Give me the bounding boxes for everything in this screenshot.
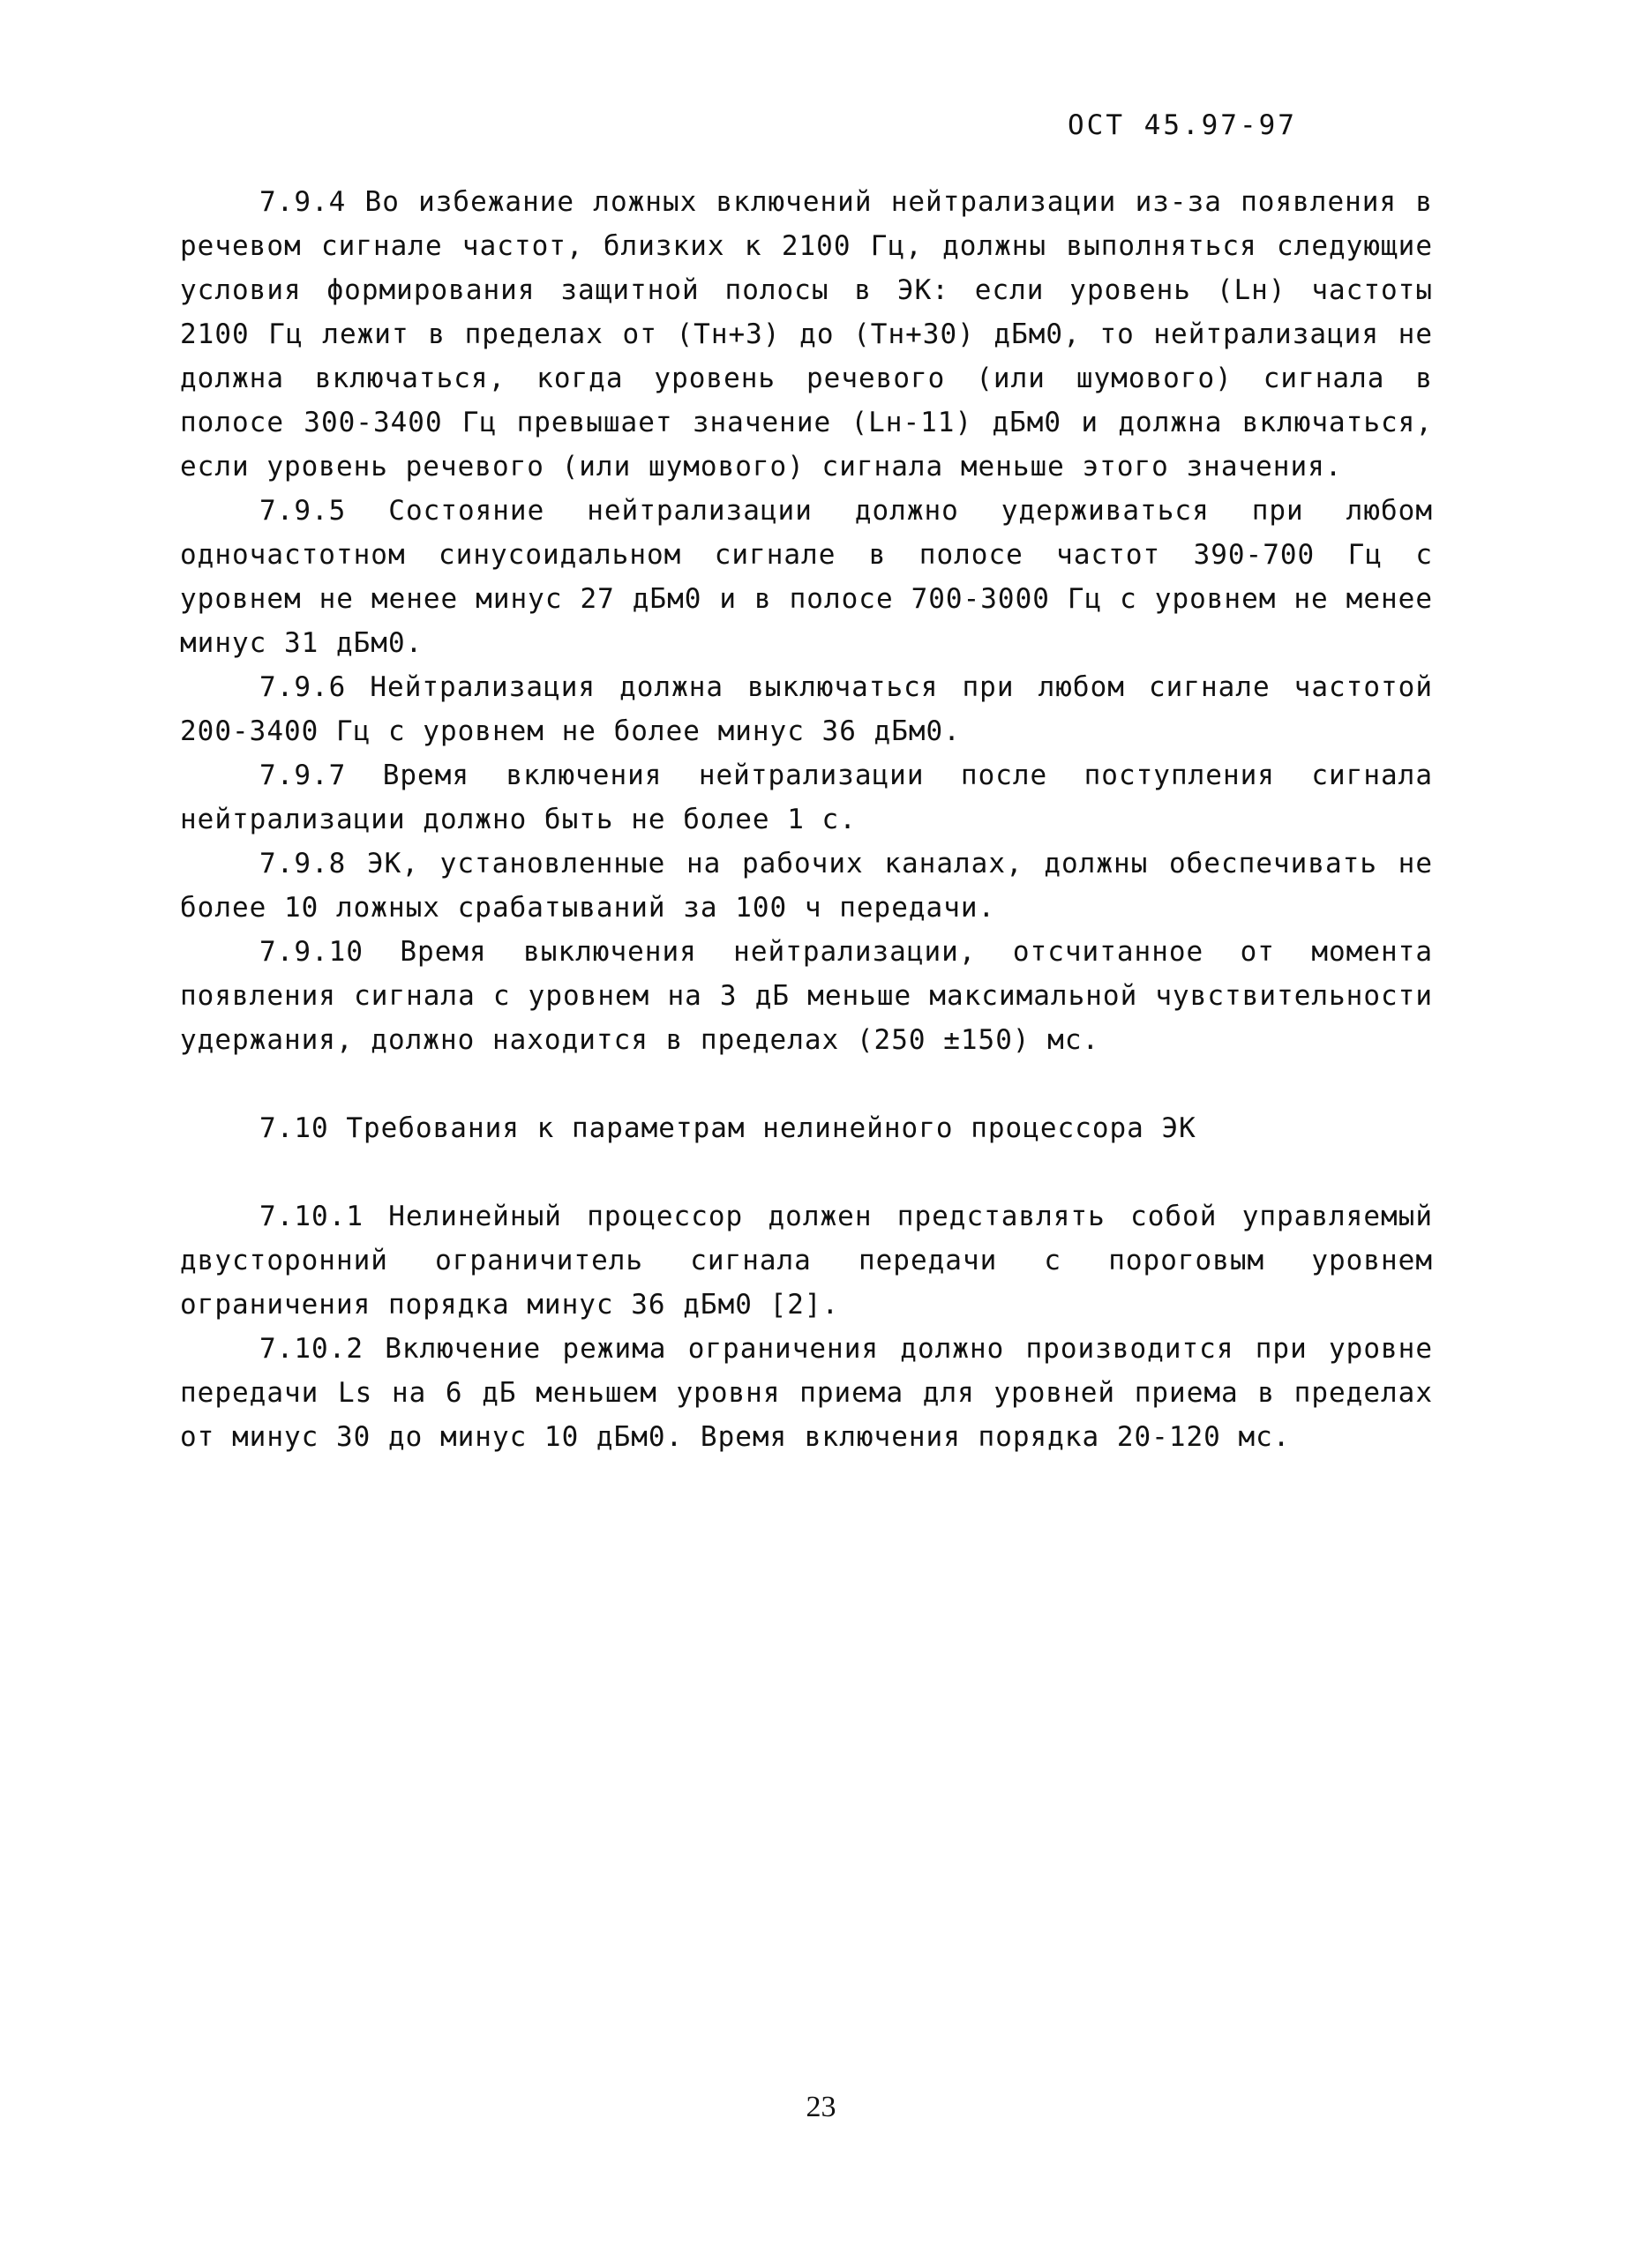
document-code-header: ОСТ 45.97-97 <box>1068 109 1297 141</box>
paragraph-7-10-2: 7.10.2 Включение режима ограничения должно производится при уровне передачи Ls на 6 дБ меньшем уровня приема для уровней приема в пределах от минус 30 до минус 10 дБм0. Время включения порядка 20-120 мс. <box>180 1333 1433 1453</box>
page-number: 23 <box>806 2091 836 2123</box>
paragraph-7-9-5: 7.9.5 Состояние нейтрализации должно удерживаться при любом одночастотном синусоидальном сигнале в полосе частот 390-700 Гц с уровнем не менее минус 27 дБм0 и в полосе 700-3000 Гц с уровнем не менее минус 31 дБм0. <box>180 495 1433 659</box>
paragraph-7-9-8: 7.9.8 ЭК, установленные на рабочих каналах, должны обеспечивать не более 10 ложных срабатываний за 100 ч передачи. <box>180 848 1433 924</box>
section-title-7-10: 7.10 Требования к параметрам нелинейного процессора ЭК <box>259 1112 1196 1144</box>
paragraph-7-9-7: 7.9.7 Время включения нейтрализации после поступления сигнала нейтрализации должно быть не более 1 с. <box>180 760 1433 835</box>
paragraph-7-9-10: 7.9.10 Время выключения нейтрализации, отсчитанное от момента появления сигнала с уровнем на 3 дБ меньше максимальной чувствительности удержания, должно находится в пределах (250 ±150) мс. <box>180 936 1433 1056</box>
paragraph-7-9-4: 7.9.4 Во избежание ложных включений нейтрализации из-за появления в речевом сигнале частот, близких к 2100 Гц, должны выполняться следующие условия формирования защитной полосы в ЭК: если уровень (Lн) частоты 2100 Гц лежит в пределах от (Тн+3) до (Тн+30) дБм0, то нейтрализация не должна включаться, когда уровень речевого (или шумового) сигнала в полосе 300-3400 Гц превышает значение (Lн-11) дБм0 и должна включаться, если уровень речевого (или шумового) сигнала меньше этого значения. <box>180 186 1433 483</box>
document-body <box>180 180 1433 1459</box>
paragraph-7-9-6: 7.9.6 Нейтрализация должна выключаться при любом сигнале частотой 200-3400 Гц с уровнем не более минус 36 дБм0. <box>180 671 1433 747</box>
paragraph-7-10-1: 7.10.1 Нелинейный процессор должен представлять собой управляемый двусторонний ограничитель сигнала передачи с пороговым уровнем ограничения порядка минус 36 дБм0 [2]. <box>180 1201 1433 1321</box>
